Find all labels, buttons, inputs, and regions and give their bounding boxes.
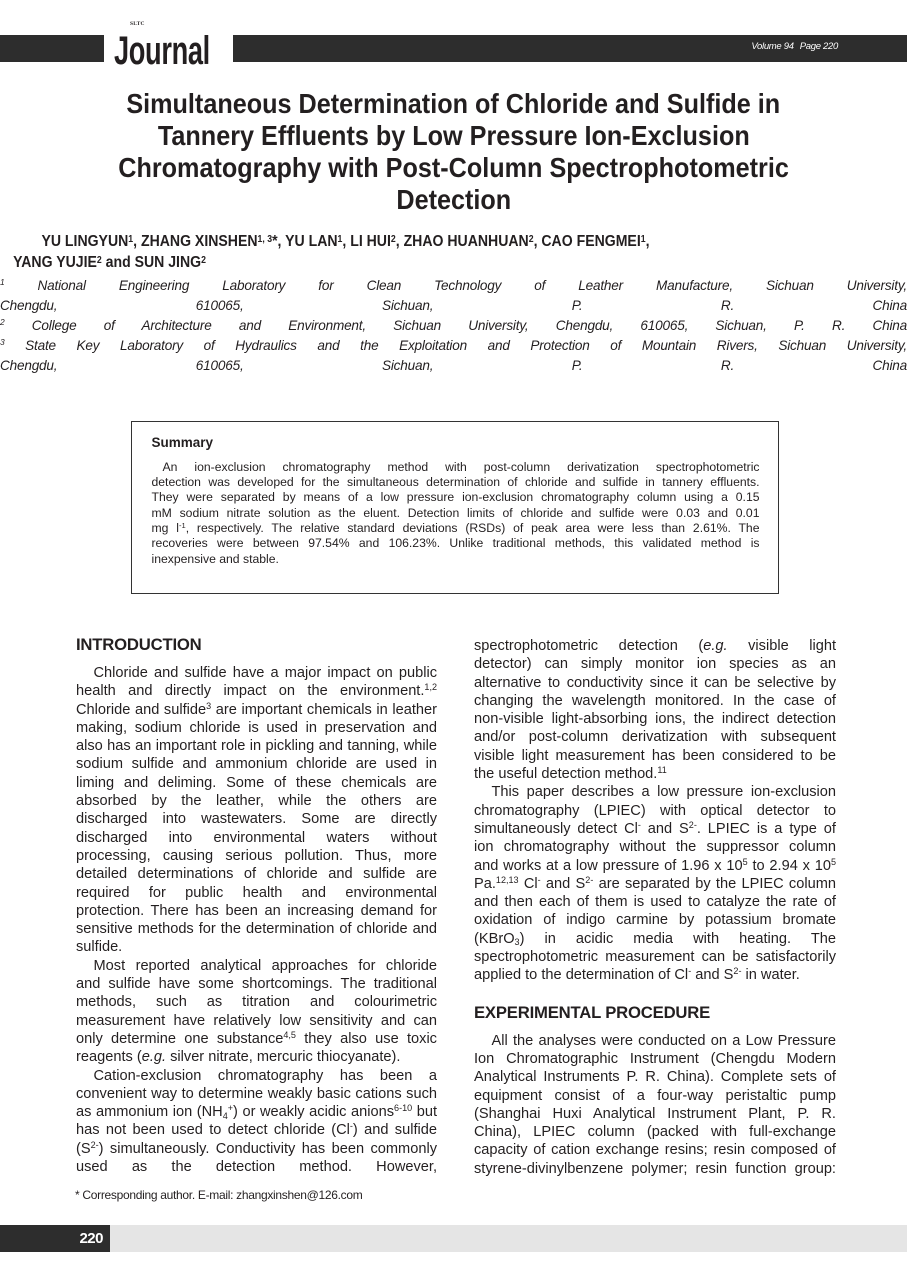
text-run: changing the wavelength monitored. In the case of (474, 692, 836, 709)
text-run: and then each of them is used to catalyze the rate of (474, 894, 836, 911)
text-line (76, 682, 437, 700)
superscript: 2- (585, 874, 594, 885)
affiliation-list (0, 276, 907, 376)
text-run: and S (540, 875, 586, 892)
text-line (474, 728, 836, 746)
text-run: discharged into wastewaters. Some are directly (76, 811, 437, 828)
superscript: 2- (688, 820, 697, 830)
text-line (152, 490, 760, 505)
text-run: All the analyses were conducted on a Low Pressure (491, 1032, 836, 1049)
superscript: 5 (742, 856, 748, 867)
superscript: - (349, 1121, 353, 1132)
text-run: spectrophotometric measurement can be satisfactorily (474, 949, 836, 966)
text-line (76, 1103, 437, 1121)
text-line (474, 710, 836, 728)
text-line (474, 674, 836, 692)
affiliation-line (0, 296, 907, 316)
author-line-text (41, 231, 649, 252)
text-run: Cl (518, 875, 538, 892)
text-run: (S (76, 1140, 91, 1157)
title-text: Detection (396, 184, 511, 215)
title-line (0, 118, 907, 150)
page-label: Page 220 (799, 41, 838, 52)
text-run: recoveries were between 97.54% and 106.23%. Unlike traditional methods, this validated method is (151, 536, 760, 551)
text-run: National Engineering Laboratory for Clean Technology of Leather Manufacture, Sichuan University, (4, 278, 907, 293)
superscript: 2- (90, 1139, 99, 1150)
text-run: They were separated by means of a low pressure ion-exclusion chromatography column using a 0.15 (151, 490, 760, 505)
text-run: health and directly impact on the environment. (76, 683, 425, 700)
superscript: 2 (528, 233, 534, 245)
text-run: measurement have relatively low sensitivity and can (76, 1012, 437, 1029)
text-line (474, 875, 836, 893)
text-line (76, 1158, 437, 1176)
text-line (474, 1141, 836, 1159)
text-line (152, 521, 760, 536)
superscript: 5 (830, 856, 836, 867)
text-run: discharged into environmental waters without (76, 829, 437, 846)
text-line (474, 1087, 836, 1105)
title-line (0, 150, 907, 182)
text-line (76, 792, 437, 810)
journal-logo-society: SLTC (130, 21, 145, 27)
footer-page-block (0, 1225, 110, 1252)
text-run: , ZHAO HUANHUAN (395, 233, 529, 250)
title-text: Tannery Effluents by Low Pressure Ion-Exclusion (157, 120, 750, 151)
text-run: Ion Chromatographic Instrument (Chengdu Modern (474, 1050, 836, 1067)
author-line-text (13, 252, 206, 273)
superscript: - (637, 820, 641, 830)
text-run: detailed determinations of chloride and sulfide are (76, 866, 437, 883)
text-line (152, 460, 760, 475)
section-heading-introduction: INTRODUCTION (76, 635, 202, 654)
text-line (76, 1121, 437, 1139)
text-run: mM sodium nitrate solution as the eluent. Detection limits of chloride and sulfide were 0.03 and 0.01 (151, 505, 760, 520)
paragraph (474, 637, 836, 783)
text-line (474, 966, 836, 984)
affiliation-line (0, 276, 907, 296)
paragraph (76, 957, 437, 1067)
text-line (152, 536, 760, 551)
text-run: visible light measurement has been considered to be (474, 747, 836, 764)
superscript: 1 (128, 233, 134, 245)
text-run: , CAO FENGMEI (533, 233, 641, 250)
text-run: and/or post-column derivatization with subsequent (474, 729, 836, 746)
text-run: the useful detection method. (474, 766, 658, 783)
text-run: (Shanghai Huxi Analytical Instrument Plant, P. R. (474, 1105, 836, 1122)
title-line (0, 182, 907, 214)
title-text: Chromatography with Post-Column Spectrophotometric (118, 152, 789, 183)
text-line (474, 783, 836, 801)
text-line (76, 1067, 437, 1085)
text-line (76, 920, 437, 938)
text-run: and S (640, 820, 689, 837)
text-run: oxidation of indigo carmine by potassium bromate (474, 912, 836, 929)
subscript: 4 (222, 1110, 228, 1121)
text-line (76, 664, 437, 682)
text-run: Chengdu, 610065, Sichuan, P. R. China (0, 298, 907, 313)
text-run: absorbed by the leather, while the others are (76, 793, 437, 810)
summary-text (152, 460, 760, 567)
text-run: Analytical Instruments P. R. China). Complete sets of (474, 1069, 836, 1086)
text-run: but (412, 1104, 438, 1121)
superscript: 2 (390, 233, 396, 245)
affiliation-line (0, 316, 907, 336)
text-line (474, 820, 836, 838)
text-line (76, 829, 437, 847)
text-line (474, 802, 836, 820)
superscript: + (227, 1103, 234, 1114)
superscript: 6-10 (394, 1103, 413, 1114)
text-run: equipment consist of a four-way peristaltic pump (474, 1087, 836, 1104)
text-run: Cation-exclusion chromatography has been a (93, 1067, 437, 1084)
superscript: 1 (640, 233, 646, 245)
text-run: capacity of cation exchange resins; resin composed of (474, 1142, 836, 1159)
text-run: required for public health and environmental (76, 884, 437, 901)
text-line (76, 774, 437, 792)
text-line (76, 701, 437, 719)
text-line (474, 893, 836, 911)
superscript: 1 (337, 233, 343, 245)
text-line (474, 930, 836, 948)
text-run: China), LPIEC column (packed with full-exchange (474, 1124, 836, 1141)
text-run: mg l (151, 521, 179, 536)
right-column (474, 637, 836, 1178)
text-run: ) simultaneously. Conductivity has been commonly (98, 1140, 437, 1157)
text-line (474, 765, 836, 783)
text-run: ) or weakly acidic anions (233, 1104, 395, 1121)
text-run: and sulfide have some shortcomings. The traditional (76, 976, 437, 993)
text-line (474, 655, 836, 673)
text-line (76, 1085, 437, 1103)
text-line (474, 838, 836, 856)
text-line (76, 1048, 437, 1066)
text-run: ion chromatography without the suppressor column (474, 839, 836, 856)
text-run: only determine one substance (76, 1030, 284, 1047)
volume-number: Volume 94 (751, 41, 794, 52)
subscript: 3 (514, 937, 520, 948)
text-run: YU LINGYUN (41, 233, 129, 250)
superscript: 1,2 (424, 682, 437, 693)
text-run: *, YU LAN (272, 233, 338, 250)
text-line (152, 506, 760, 521)
text-run: Chloride and sulfide have a major impact on public (93, 665, 437, 681)
text-run: silver nitrate, mercuric thiocyanate). (166, 1049, 401, 1066)
text-line (76, 975, 437, 993)
text-line (474, 747, 836, 765)
text-run: styrene-divinylbenzene polymer; resin function group: (474, 1160, 836, 1177)
paragraph (152, 460, 760, 567)
text-run: YANG YUJIE (13, 254, 97, 271)
volume-page-label (751, 41, 838, 52)
text-run: also has an important role in pickling and tanning, while (76, 738, 437, 755)
superscript: 2 (96, 254, 102, 266)
text-line (152, 475, 760, 490)
section-heading-experimental: EXPERIMENTAL PROCEDURE (474, 1002, 711, 1022)
superscript: 3 (206, 700, 212, 711)
text-run: making, sodium chloride is used in preservation and (76, 719, 437, 736)
text-run: sodium sulfide and ammonium chloride are used in (76, 756, 437, 773)
text-run: chromatography (LPIEC) with optical detector to (474, 802, 836, 819)
text-line (474, 1050, 836, 1068)
text-line (474, 1032, 836, 1050)
superscript: 2 (201, 254, 206, 266)
text-run: and works at a low pressure of 1.96 x 10 (474, 857, 743, 874)
text-line (76, 938, 437, 956)
superscript: 3 (0, 337, 5, 348)
text-run: spectrophotometric detection ( (474, 638, 704, 654)
journal-logo: Journal (114, 29, 210, 73)
text-line (474, 1105, 836, 1123)
affiliation-line (0, 356, 907, 376)
text-line (76, 902, 437, 920)
title-line (0, 86, 907, 118)
text-run: visible light (727, 638, 836, 654)
footer-bar (110, 1225, 907, 1252)
header-bar-left (0, 35, 104, 62)
text-line (474, 1068, 836, 1086)
text-line (76, 865, 437, 883)
text-run: as ammonium ion (NH (76, 1104, 223, 1121)
text-run: liming and deliming. Some of these chemicals are (76, 774, 437, 791)
text-line (474, 911, 836, 929)
superscript: 11 (657, 765, 667, 776)
text-line (76, 719, 437, 737)
page-number: 220 (79, 1230, 103, 1247)
text-run: inexpensive and stable. (151, 551, 279, 566)
text-run: to 2.94 x 10 (747, 857, 831, 874)
text-run: ) in acidic media with heating. The (519, 930, 836, 947)
paragraph (474, 783, 836, 984)
paragraph (474, 1032, 836, 1178)
text-run: simultaneously detect Cl (474, 820, 638, 837)
text-run: detection was developed for the simultaneous determination of chloride and sulfide in tannery effluents. (151, 475, 760, 490)
summary-heading: Summary (151, 434, 214, 450)
text-line (474, 1160, 836, 1178)
text-run: Most reported analytical approaches for chloride (93, 957, 437, 974)
superscript: 12,13 (495, 874, 519, 885)
paragraph (76, 664, 437, 957)
text-run: Pa. (474, 875, 496, 892)
text-run: College of Architecture and Environment, Sichuan University, Chengdu, 610065, Sichuan, P. R. China (4, 318, 907, 333)
text-run: State Key Laboratory of Hydraulics and the Exploitation and Protection of Mountain Rivers, Sichuan University, (4, 338, 907, 353)
text-line (474, 1123, 836, 1141)
corresponding-author-footnote: * Corresponding author. E-mail: zhangxinshen@126.com (75, 1188, 363, 1202)
text-run: are important chemicals in leather (211, 701, 437, 718)
text-run: , LI HUI (342, 233, 391, 250)
text-run: Chengdu, 610065, Sichuan, P. R. China (0, 358, 907, 373)
author-line (0, 231, 907, 252)
text-run: Chloride and sulfide (76, 701, 207, 718)
text-line (76, 884, 437, 902)
superscript: 1 (0, 277, 5, 288)
text-run: This paper describes a low pressure ion-exclusion (491, 784, 836, 801)
text-line (76, 737, 437, 755)
text-line (474, 637, 836, 655)
text-run: ) and sulfide (352, 1122, 437, 1139)
text-run: , ZHANG XINSHEN (133, 233, 258, 250)
superscript: 2- (733, 966, 742, 977)
superscript: - (688, 966, 692, 977)
author-list (0, 231, 907, 273)
superscript: - (537, 874, 541, 885)
text-run: convenient way to determine weakly basic cations such (76, 1085, 437, 1102)
superscript: -1 (178, 520, 186, 530)
text-run: used as the detection method. However, (76, 1159, 437, 1176)
title-text: Simultaneous Determination of Chloride and Sulfide in (126, 88, 781, 119)
superscript: 1, 3 (257, 233, 273, 245)
text-run: An ion-exclusion chromatography method with post-column derivatization spectrophotometric (162, 459, 760, 474)
text-run: protection. There has been an increasing demand for (76, 902, 437, 919)
text-run: and SUN JING (101, 254, 202, 271)
text-run: sulfide. (76, 939, 123, 956)
text-run: and S (691, 967, 734, 984)
text-run: detector) can simply monitor ion species as an (474, 656, 836, 673)
text-run: , (645, 233, 650, 250)
text-run: , respectively. The relative standard deviations (RSDs) of peak area were less than 2.61%. The (185, 521, 760, 536)
text-line (76, 957, 437, 975)
text-line (76, 1140, 437, 1158)
author-line (0, 252, 907, 273)
text-run: . LPIEC is a type of (696, 820, 836, 837)
text-run: in water. (741, 967, 800, 984)
text-line (76, 847, 437, 865)
text-line (474, 857, 836, 875)
text-run: methods, such as titration and colourimetric (76, 994, 437, 1011)
left-column (76, 634, 437, 1176)
summary-box (131, 421, 779, 594)
text-line (474, 692, 836, 710)
text-line (474, 948, 836, 966)
text-run: sensitive methods for the determination of chloride and (76, 921, 437, 938)
text-line (76, 810, 437, 828)
text-line (152, 552, 760, 567)
text-run: processing, causing serious pollution. Thus, more (76, 847, 437, 864)
superscript: 4,5 (283, 1029, 296, 1040)
affiliation-line (0, 336, 907, 356)
superscript: 2 (0, 317, 5, 328)
text-run: has not been used to detect chloride (Cl (76, 1122, 350, 1139)
italic-run: e.g. (703, 638, 728, 654)
text-run: are separated by the LPIEC column (593, 875, 836, 892)
text-run: alternative to conductivity since it can be selective by (474, 674, 836, 691)
text-run: non-visible light-absorbing ions, the indirect detection (474, 711, 836, 728)
text-line (76, 1012, 437, 1030)
text-run: (KBrO (474, 930, 515, 947)
text-run: applied to the determination of Cl (474, 967, 689, 984)
text-line (76, 755, 437, 773)
text-line (76, 1030, 437, 1048)
text-run: they also use toxic (295, 1030, 437, 1047)
paragraph (76, 1067, 437, 1177)
italic-run: e.g. (141, 1049, 167, 1066)
article-title (0, 86, 907, 214)
text-run: reagents ( (76, 1049, 142, 1066)
text-line (76, 993, 437, 1011)
